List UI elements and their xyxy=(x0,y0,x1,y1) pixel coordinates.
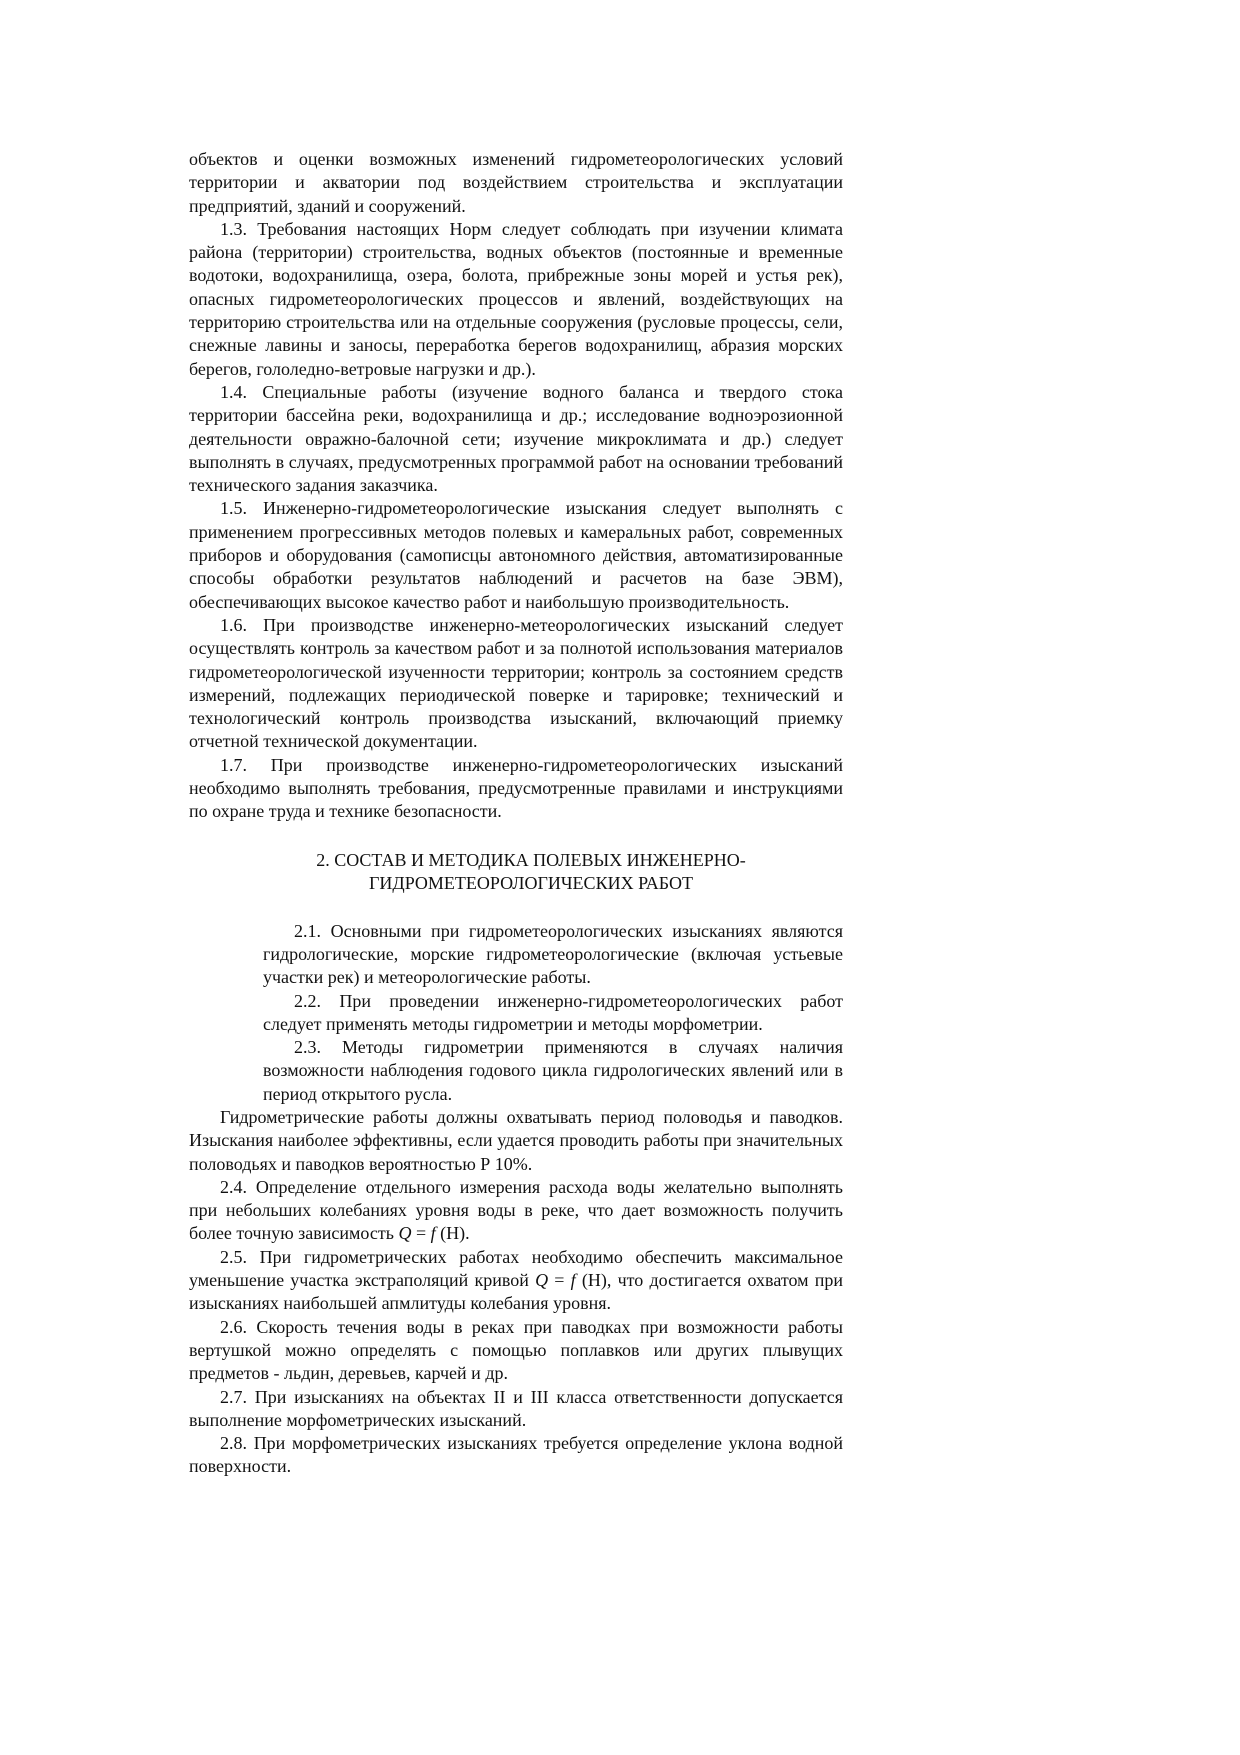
paragraph-2-4-tail: (H). xyxy=(435,1223,470,1244)
formula-q: Q xyxy=(398,1223,412,1244)
paragraph-1-5: 1.5. Инженерно-гидрометеорологические изыскания следует выполнять с применением прогрессивных методов полевых и камеральных работ, современных приборов и оборудования (самописцы автономного действия, автоматизированные способы обработки результатов наблюдений и расчетов на базе ЭВМ), обеспечивающих высокое качество работ и наибольшую производительность. xyxy=(189,498,843,612)
formula-f: f xyxy=(430,1223,436,1244)
paragraph-2-8: 2.8. При морфометрических изысканиях требуется определение уклона водной поверхности. xyxy=(189,1433,843,1477)
paragraph-1-4: 1.4. Специальные работы (изучение водного баланса и твердого стока территории бассейна реки, водохранилища и др.; исследование водноэрозионной деятельности овражно-балочной сети; изучение микроклимата и др.) следует выполнять в случаях, предусмотренных программой работ на основании требований технического задания заказчика. xyxy=(189,381,843,496)
section-title-line-2: ГИДРОМЕТЕОРОЛОГИЧЕСКИХ РАБОТ xyxy=(369,873,693,894)
paragraph-1-7: 1.7. При производстве инженерно-гидрометеорологических изысканий необходимо выполнять требования, предусмотренные правилами и инструкциями по охране труда и технике безопасности. xyxy=(189,754,843,822)
paragraph-2-5 xyxy=(189,1246,843,1316)
paragraph-2-1: 2.1. Основными при гидрометеорологических изысканиях являются гидрологические, морские гидрометеорологические (включая устьевые участки рек) и метеорологические работы. xyxy=(263,920,843,988)
paragraph-1-3: 1.3. Требования настоящих Норм следует соблюдать при изучении климата района (территории) строительства, водных объектов (постоянные и временные водотоки, водохранилища, озера, болота, прибрежные зоны морей и устья рек), опасных гидрометеорологических процессов и явлений, воздействующих на территорию строительства или на отдельные сооружения (русловые процессы, сели, снежные лавины и заносы, переработка берегов водохранилищ, абразия морских берегов, гололедно-ветровые нагрузки и др.). xyxy=(189,218,843,379)
paragraph-1-6: 1.6. При производстве инженерно-метеорологических изысканий следует осуществлять контроль за качеством работ и за полнотой использования материалов гидрометеорологической изученности территории; контроль за состоянием средств измерений, подлежащих периодической поверке и тарировке; технический и технологический контроль производства изысканий, включающий приемку отчетной технической документации. xyxy=(189,614,843,752)
paragraph-continuation: объектов и оценки возможных изменений гидрометеорологических условий территории и акватории под воздействием строительства и эксплуатации предприятий, зданий и сооружений. xyxy=(189,149,843,216)
formula-equals: = xyxy=(411,1223,431,1244)
paragraph-2-3: 2.3. Методы гидрометрии применяются в случаях наличия возможности наблюдения годового цикла гидрологических явлений или в период открытого русла. xyxy=(263,1037,843,1104)
indented-paragraph-block xyxy=(263,920,843,1106)
formula-equals: = xyxy=(548,1270,571,1291)
document-page xyxy=(189,148,843,1479)
paragraph-2-5-text: 2.5. При гидрометрических работах необходимо обеспечить максимальное уменьшение участка экстраполяций кривой xyxy=(189,1246,843,1291)
paragraph-2-2: 2.2. При проведении инженерно-гидрометеорологических работ следует применять методы гидрометрии и методы морфометрии. xyxy=(263,990,843,1034)
section-title xyxy=(189,849,843,896)
paragraph-2-4-text: 2.4. Определение отдельного измерения расхода воды желательно выполнять при небольших колебаниях уровня воды в реке, что дает возможность получить более точную зависимость xyxy=(189,1176,843,1244)
section-title-line-1: 2. СОСТАВ И МЕТОДИКА ПОЛЕВЫХ ИНЖЕНЕРНО- xyxy=(316,849,746,870)
formula-q: Q xyxy=(535,1270,549,1291)
paragraph-2-6: 2.6. Скорость течения воды в реках при паводках при возможности работы вертушкой можно определять с помощью поплавков или других плывущих предметов - льдин, деревьев, карчей и др. xyxy=(189,1316,843,1384)
paragraph-hydrometric-works: Гидрометрические работы должны охватывать период половодья и паводков. Изыскания наиболее эффективны, если удается проводить работы при значительных половодьях и паводков вероятностью Р 10%. xyxy=(189,1106,843,1174)
paragraph-2-4 xyxy=(189,1176,843,1246)
paragraph-2-7: 2.7. При изысканиях на объектах II и III класса ответственности допускается выполнение морфометрических изысканий. xyxy=(189,1386,843,1430)
formula-f: f xyxy=(570,1270,576,1291)
paragraph-2-5-tail: (H), что достигается охватом при изысканиях наибольшей апмлитуды колебания уровня. xyxy=(189,1270,843,1314)
